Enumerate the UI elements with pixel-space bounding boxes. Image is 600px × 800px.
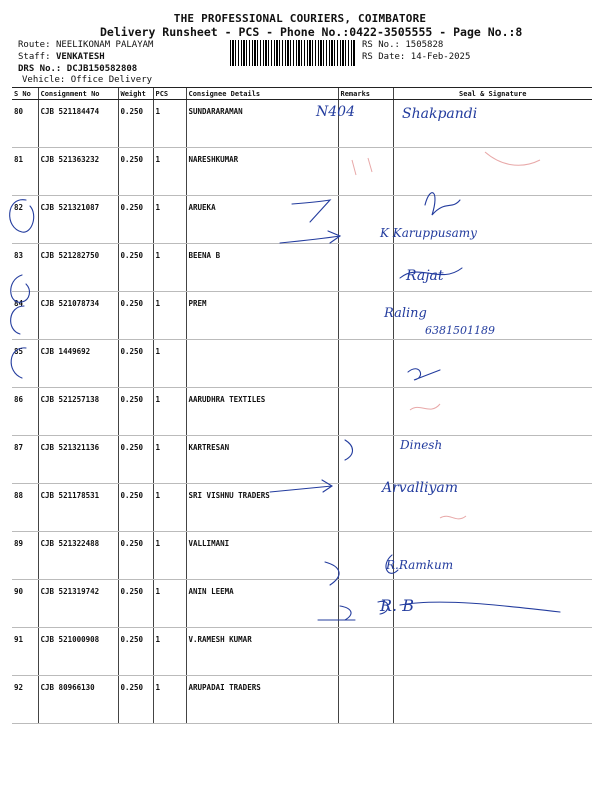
header-pcs: PCS xyxy=(153,88,186,100)
row-weight: 0.250 xyxy=(118,100,153,148)
row-weight: 0.250 xyxy=(118,388,153,436)
row-consignment-no: CJB 521319742 xyxy=(38,580,118,628)
signature-92: R. B xyxy=(380,596,414,615)
arrow-mark xyxy=(345,440,353,460)
row-consignment-no: CJB 521257138 xyxy=(38,388,118,436)
circle-mark xyxy=(11,275,30,302)
arrow-mark xyxy=(318,606,355,620)
runsheet-title: Delivery Runsheet - PCS - Phone No.:0422-3505555 - Page No.:8 xyxy=(100,25,523,39)
row-pcs: 1 xyxy=(153,580,186,628)
signature-91: R.Ramkum xyxy=(386,558,454,572)
row-pcs: 1 xyxy=(153,244,186,292)
row-pcs: 1 xyxy=(153,148,186,196)
row-sno: 92 xyxy=(12,676,38,724)
header-sno: S No xyxy=(12,88,38,100)
row-pcs: 1 xyxy=(153,484,186,532)
row-consignee: ARUEKA xyxy=(186,196,338,244)
row-consignee: NARESHKUMAR xyxy=(186,148,338,196)
row-consignee: SUNDARARAMAN xyxy=(186,100,338,148)
row-consignee: VALLIMANI xyxy=(186,532,338,580)
row-pcs: 1 xyxy=(153,628,186,676)
row-consignee: V.RAMESH KUMAR xyxy=(186,628,338,676)
stamp-mark xyxy=(440,516,466,519)
route-value: NEELIKONAM PALAYAM xyxy=(55,40,154,50)
header-remarks: Remarks xyxy=(338,88,393,100)
row-weight: 0.250 xyxy=(118,196,153,244)
arrow-mark xyxy=(270,480,332,492)
row-weight: 0.250 xyxy=(118,676,153,724)
signature-84: Rajat xyxy=(406,268,444,284)
signature-85: Raling xyxy=(384,306,427,321)
drs-label: DRS No.: xyxy=(18,64,62,74)
stamp-mark xyxy=(410,404,440,410)
vehicle-label: Vehicle: xyxy=(22,75,66,85)
rs-date-label: RS Date: xyxy=(362,52,406,62)
signature-89: Arvalliyam xyxy=(382,480,459,496)
staff-value: VENKATESH xyxy=(55,52,105,62)
company-title: THE PROFESSIONAL COURIERS, COIMBATORE xyxy=(173,12,427,25)
row-weight: 0.250 xyxy=(118,244,153,292)
row-consignment-no: CJB 1449692 xyxy=(38,340,118,388)
row-consignment-no: CJB 521078734 xyxy=(38,292,118,340)
row-pcs: 1 xyxy=(153,100,186,148)
row-consignment-no: CJB 521363232 xyxy=(38,148,118,196)
row-consignee: PREM xyxy=(186,292,338,340)
signature-80: Shakpandi xyxy=(402,106,478,122)
row-sno: 84 xyxy=(12,292,38,340)
row-consignment-no: CJB 521321087 xyxy=(38,196,118,244)
signature-88: Dinesh xyxy=(400,438,443,452)
signature-83: K Karuppusamy xyxy=(380,226,477,240)
drs-value: DCJB150582808 xyxy=(66,64,138,74)
scribble-mark xyxy=(408,369,440,380)
row-consignment-no: CJB 521321136 xyxy=(38,436,118,484)
row-pcs: 1 xyxy=(153,532,186,580)
header-consignee: Consignee Details xyxy=(186,88,338,100)
row-consignment-no: CJB 521184474 xyxy=(38,100,118,148)
row-consignment-no: CJB 521282750 xyxy=(38,244,118,292)
row-pcs: 1 xyxy=(153,388,186,436)
row-pcs: 1 xyxy=(153,676,186,724)
row-weight: 0.250 xyxy=(118,436,153,484)
row-weight: 0.250 xyxy=(118,628,153,676)
row-consignee: BEENA B xyxy=(186,244,338,292)
circle-mark xyxy=(10,200,34,232)
vehicle-value: Office Delivery xyxy=(70,75,153,85)
row-sno: 88 xyxy=(12,484,38,532)
row-consignee: ANIN LEEMA xyxy=(186,580,338,628)
row-weight: 0.250 xyxy=(118,292,153,340)
arrow-mark xyxy=(280,231,340,243)
row-sno: 83 xyxy=(12,244,38,292)
row-weight: 0.250 xyxy=(118,580,153,628)
header-signature: Seal & Signature xyxy=(393,88,592,100)
row-pcs: 1 xyxy=(153,436,186,484)
row-consignment-no: CJB 521000908 xyxy=(38,628,118,676)
header-consignment: Consignment No xyxy=(38,88,118,100)
rs-date-value: 14-Feb-2025 xyxy=(410,52,471,62)
row-pcs: 1 xyxy=(153,292,186,340)
row-consignee: SRI VISHNU TRADERS xyxy=(186,484,338,532)
row-sno: 86 xyxy=(12,388,38,436)
staff-label: Staff: xyxy=(18,52,51,62)
rs-no-value: 1505828 xyxy=(405,40,444,50)
row-sno: 87 xyxy=(12,436,38,484)
row-consignment-no: CJB 80966130 xyxy=(38,676,118,724)
scribble-mark xyxy=(425,193,460,215)
arrow-mark xyxy=(325,562,339,585)
route-label: Route: xyxy=(18,40,51,50)
row-sno: 81 xyxy=(12,148,38,196)
row-sno: 90 xyxy=(12,580,38,628)
row-consignee: ARUPADAI TRADERS xyxy=(186,676,338,724)
remark-handwriting: N404 xyxy=(316,104,355,120)
row-sno: 91 xyxy=(12,628,38,676)
row-weight: 0.250 xyxy=(118,340,153,388)
arrow-mark xyxy=(292,200,330,222)
row-consignment-no: CJB 521322488 xyxy=(38,532,118,580)
stamp-mark xyxy=(352,158,372,175)
phone-85: 6381501189 xyxy=(425,324,495,337)
circle-mark xyxy=(11,348,26,378)
row-sno: 80 xyxy=(12,100,38,148)
row-sno: 85 xyxy=(12,340,38,388)
row-weight: 0.250 xyxy=(118,148,153,196)
circle-mark xyxy=(11,306,24,334)
row-consignee: KARTRESAN xyxy=(186,436,338,484)
row-sno: 82 xyxy=(12,196,38,244)
rs-no-label: RS No.: xyxy=(362,40,400,50)
row-consignee: AARUDHRA TEXTILES xyxy=(186,388,338,436)
stamp-mark xyxy=(485,152,540,165)
header-weight: Weight xyxy=(118,88,153,100)
row-pcs: 1 xyxy=(153,340,186,388)
row-weight: 0.250 xyxy=(118,484,153,532)
row-weight: 0.250 xyxy=(118,532,153,580)
row-pcs: 1 xyxy=(153,196,186,244)
row-sno: 89 xyxy=(12,532,38,580)
row-consignment-no: CJB 521178531 xyxy=(38,484,118,532)
